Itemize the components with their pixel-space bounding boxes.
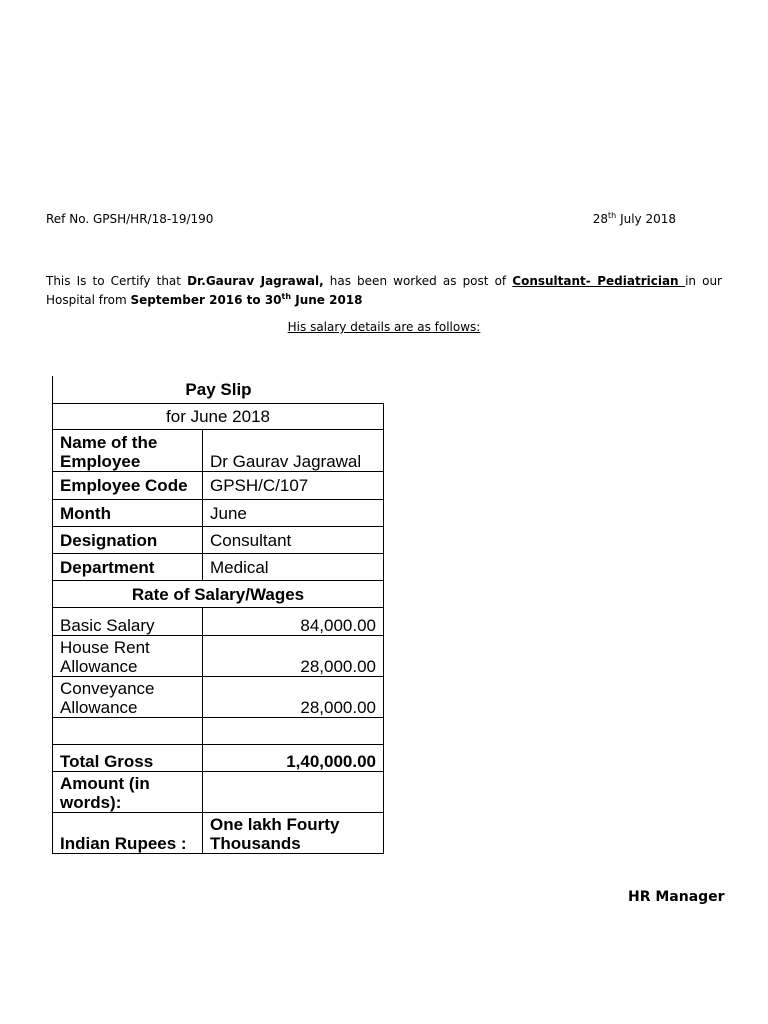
earning-label: Basic Salary [53, 608, 203, 635]
earning-value: 28,000.00 [300, 698, 376, 717]
earning-value: 28,000.00 [300, 657, 376, 676]
field-value: Consultant [210, 530, 292, 550]
field-label: Department [53, 554, 203, 580]
amount-words-label: Amount (in words): [53, 772, 203, 812]
rupees-label: Indian Rupees : [53, 813, 203, 853]
total-value: 1,40,000.00 [286, 752, 376, 771]
earning-value: 84,000.00 [300, 616, 376, 635]
certificate-paragraph: This Is to Certify that Dr.Gaurav Jagrawal, has been worked as post of Consultant- Pediatrician in our Hospital from September 2016 to 30th June 2018 [46, 274, 722, 307]
rupees-value: One lakh Fourty Thousands [210, 815, 340, 853]
employee-name: Dr.Gaurav Jagrawal, [187, 274, 324, 288]
field-label: Name of the Employee [53, 430, 203, 471]
field-value: Dr Gaurav Jagrawal [210, 452, 362, 471]
total-label: Total Gross [53, 745, 203, 771]
reference-line [46, 212, 676, 226]
field-row [52, 500, 384, 527]
reference-number: Ref No. GPSH/HR/18-19/190 [46, 212, 214, 226]
field-value: June [210, 503, 247, 523]
field-row [52, 554, 384, 581]
pay-slip-title: Pay Slip [185, 380, 252, 399]
earning-row [52, 608, 384, 636]
rate-heading-row [52, 581, 384, 608]
salary-heading: His salary details are as follows: [287, 320, 481, 334]
field-label: Designation [53, 527, 203, 553]
earning-row [52, 636, 384, 677]
earning-row [52, 677, 384, 718]
letter-date: 28th July 2018 [592, 211, 676, 226]
rupees-row [52, 813, 384, 854]
amount-words-row [52, 772, 384, 813]
field-row [52, 527, 384, 554]
pay-slip-period-row [52, 404, 384, 430]
total-row [52, 745, 384, 772]
empty-row [52, 718, 384, 745]
field-row [52, 472, 384, 500]
post-name: Consultant- Pediatrician [512, 274, 686, 288]
field-label: Month [53, 500, 203, 526]
earning-label: House Rent Allowance [53, 636, 203, 676]
earning-label: Conveyance Allowance [53, 677, 203, 717]
signature-title: HR Manager [628, 889, 725, 905]
field-value: GPSH/C/107 [210, 476, 309, 495]
field-value: Medical [210, 557, 269, 577]
pay-slip-table [52, 376, 384, 854]
field-row [52, 430, 384, 472]
field-label: Employee Code [53, 472, 203, 499]
pay-slip-title-row [52, 376, 384, 404]
pay-slip-period: for June 2018 [166, 407, 270, 426]
service-period: September 2016 to 30th June 2018 [130, 292, 363, 307]
rate-heading: Rate of Salary/Wages [131, 584, 305, 604]
